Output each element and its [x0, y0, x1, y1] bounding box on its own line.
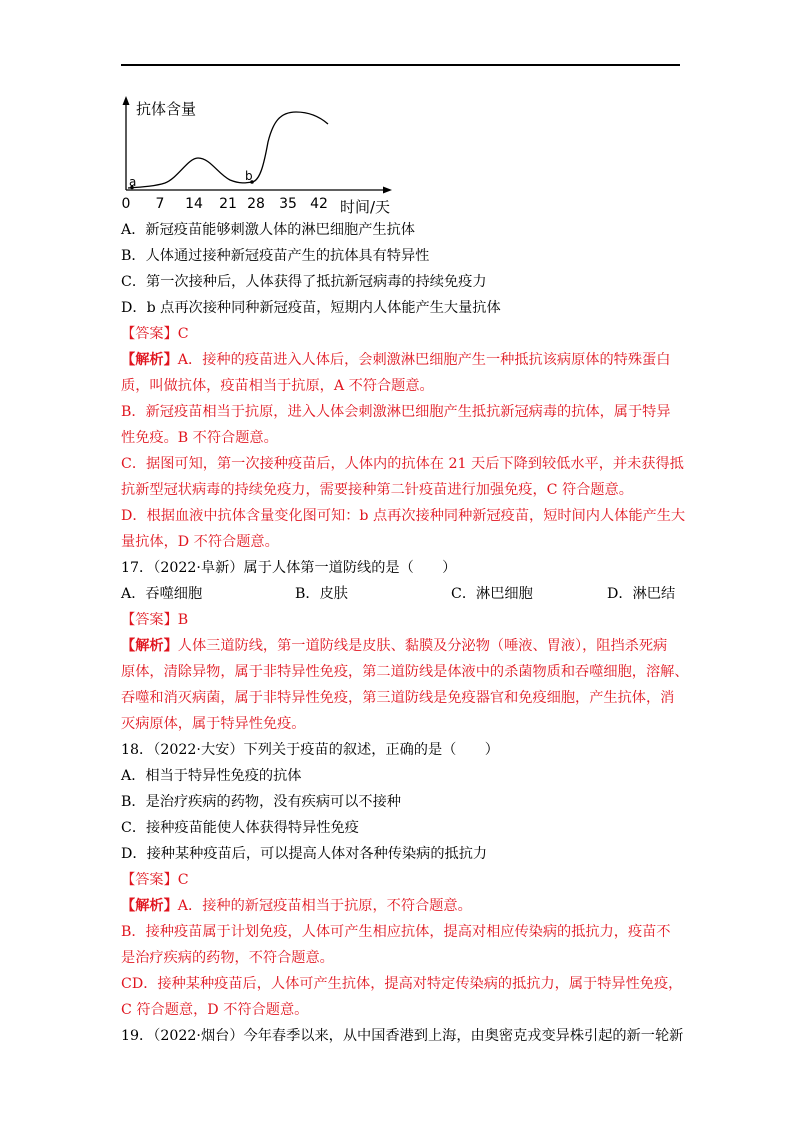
x-tick: 21 [219, 196, 237, 212]
x-axis-label: 时间/天 [340, 198, 391, 216]
analysis-text: 人体三道防线，第一道防线是皮肤、黏膜及分泌物（唾液、胃液），阻挡杀死病 [177, 638, 668, 654]
q16-analysis-b2: 性免疫。B 不符合题意。 [121, 430, 278, 446]
q16-option-d: D．b 点再次接种同种新冠疫苗，短期内人体能产生大量抗体 [121, 300, 501, 316]
q17-analysis-2: 原体，清除异物，属于非特异性免疫，第二道防线是体液中的杀菌物质和吞噬细胞，溶解、 [121, 664, 689, 680]
q17-option-d: D．淋巴结 [607, 586, 676, 602]
q19-stem: 19．（2022·烟台）今年春季以来，从中国香港到上海，由奥密克戎变异株引起的新一轮新 [121, 1028, 684, 1044]
q17-answer: 【答案】B [121, 612, 189, 628]
q16-option-c: C．第一次接种后，人体获得了抵抗新冠病毒的持续免疫力 [121, 274, 487, 290]
y-axis-label: 抗体含量 [136, 100, 197, 118]
q18-option-a: A．相当于特异性免疫的抗体 [121, 768, 302, 784]
q16-analysis-a1 [121, 350, 670, 370]
q16-option-b: B．人体通过接种新冠疫苗产生的抗体具有特异性 [121, 248, 430, 264]
q18-analysis-b1: B．接种疫苗属于计划免疫，人体可产生相应抗体，提高对相应传染病的抵抗力，疫苗不 [121, 924, 671, 940]
q18-analysis-cd2: C 符合题意，D 不符合题意。 [121, 1002, 309, 1018]
header-rule [121, 64, 680, 66]
q18-answer: 【答案】C [121, 872, 189, 888]
q18-option-d: D．接种某种疫苗后，可以提高人体对各种传染病的抵抗力 [121, 846, 488, 862]
x-tick: 14 [185, 196, 203, 212]
analysis-label: 【解析】 [121, 638, 178, 654]
q17-option-b: B．皮肤 [295, 586, 348, 602]
x-tick: 0 [121, 196, 131, 212]
q17-option-a: A．吞噬细胞 [121, 586, 203, 602]
analysis-text: A．接种的疫苗进入人体后，会刺激淋巴细胞产生一种抵抗该病原体的特殊蛋白 [177, 352, 671, 368]
q16-analysis-b1: B．新冠疫苗相当于抗原，进入人体会刺激淋巴细胞产生抵抗新冠病毒的抗体，属于特异 [121, 404, 671, 420]
q16-analysis-a2: 质，叫做抗体，疫苗相当于抗原，A 不符合题意。 [121, 378, 434, 394]
q17-analysis-3: 吞噬和消灭病菌，属于非特异性免疫，第三道防线是免疫器官和免疫细胞，产生抗体，消 [121, 690, 675, 706]
x-tick: 28 [247, 196, 265, 212]
q16-analysis-c2: 抗新型冠状病毒的持续免疫力，需要接种第二针疫苗进行加强免疫，C 符合题意。 [121, 482, 633, 498]
x-tick: 35 [279, 196, 297, 212]
q16-analysis-d2: 量抗体，D 不符合题意。 [121, 534, 279, 550]
q16-answer: 【答案】C [121, 326, 189, 342]
q17-analysis-1 [121, 636, 667, 656]
q16-analysis-d1: D．根据血液中抗体含量变化图可知：b 点再次接种同种新冠疫苗，短时间内人体能产生大 [121, 508, 686, 524]
q18-option-b: B．是治疗疾病的药物，没有疾病可以不接种 [121, 794, 401, 810]
q18-analysis-a1 [121, 896, 472, 916]
analysis-label: 【解析】 [121, 352, 178, 368]
q18-analysis-cd1: CD．接种某种疫苗后，人体可产生抗体，提高对特定传染病的抵抗力，属于特异性免疫， [121, 976, 683, 992]
x-tick-labels [122, 196, 328, 212]
q18-stem: 18．（2022·大安）下列关于疫苗的叙述，正确的是（ ） [121, 742, 499, 758]
x-tick: 42 [310, 196, 328, 212]
q17-options [121, 584, 681, 604]
q17-option-c: C．淋巴细胞 [451, 586, 533, 602]
analysis-label: 【解析】 [121, 898, 178, 914]
antibody-curve [128, 112, 328, 188]
point-b-label: b [245, 169, 253, 183]
q17-analysis-4: 灭病原体，属于特异性免疫。 [121, 716, 306, 732]
point-a-label: a [129, 175, 137, 189]
q16-analysis-c1: C．据图可知，第一次接种疫苗后，人体内的抗体在 21 天后下降到较低水平，并未获得抵 [121, 456, 684, 472]
q18-option-c: C．接种疫苗能使人体获得特异性免疫 [121, 820, 359, 836]
analysis-text: A．接种的新冠疫苗相当于抗原，不符合题意。 [177, 898, 472, 914]
q16-option-a: A．新冠疫苗能够刺激人体的淋巴细胞产生抗体 [121, 222, 415, 238]
x-tick: 7 [155, 196, 165, 212]
q17-stem: 17．（2022·阜新）属于人体第一道防线的是（ ） [121, 560, 457, 576]
antibody-chart [118, 92, 398, 222]
q18-analysis-b2: 是治疗疾病的药物，不符合题意。 [121, 950, 334, 966]
